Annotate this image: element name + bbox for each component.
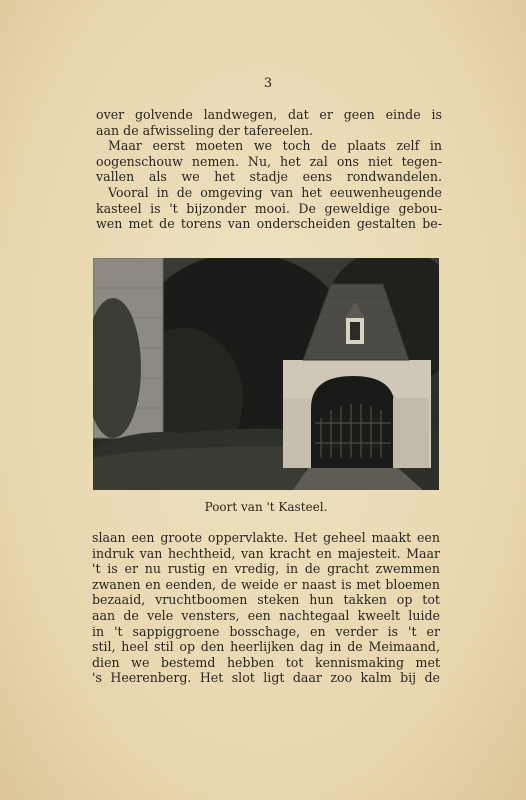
text-line: kasteel is 't bijzonder mooi. De geweldige gebou- <box>96 200 442 216</box>
text-line: vallen als we het stadje eens rondwandelen. <box>96 169 442 184</box>
paragraph-2 <box>96 138 442 185</box>
text-line: Maar eerst moeten we toch de plaats zelf in <box>108 138 442 153</box>
castle-gate-photo <box>93 258 439 490</box>
text-line: zwanen en eenden, de weide er naast is met bloemen <box>92 576 440 592</box>
text-line: aan de afwisseling der tafereelen. <box>96 122 313 138</box>
text-line: bezaaid, vruchtboomen steken hun takken op tot <box>92 592 440 608</box>
text-line: over golvende landwegen, dat er geen einde is <box>96 107 442 122</box>
text-line: 't is er nu rustig en vredig, in de gracht zwemmen <box>92 561 440 577</box>
page-number: 3 <box>263 76 273 91</box>
text-line: indruk van hechtheid, van kracht en majesteit. Maar <box>92 545 440 561</box>
paragraph-3 <box>96 185 442 232</box>
text-line: stil, heel stil op den heerlijken dag in de Meimaand, <box>92 639 440 655</box>
figure-caption: Poort van 't Kasteel. <box>204 500 328 514</box>
text-line: in 't sappiggroene bosschage, en verder is 't er <box>92 623 440 639</box>
paragraph-4 <box>92 530 440 686</box>
text-line: 's Heerenberg. Het slot ligt daar zoo kalm bij de <box>92 670 440 686</box>
castle-gate-illustration <box>93 258 439 490</box>
text-line: slaan een groote oppervlakte. Het geheel maakt een <box>92 530 440 545</box>
text-line: wen met de torens van onderscheiden gestalten be- <box>96 216 442 231</box>
text-line: Vooral in de omgeving van het eeuwenheugende <box>108 185 442 200</box>
text-line: aan de vele vensters, een nachtegaal kweelt luide <box>92 607 440 623</box>
paragraph-1 <box>96 107 442 138</box>
text-line: dien we bestemd hebben tot kennismaking met <box>92 654 440 670</box>
text-line: oogenschouw nemen. Nu, het zal ons niet tegen- <box>96 153 442 169</box>
